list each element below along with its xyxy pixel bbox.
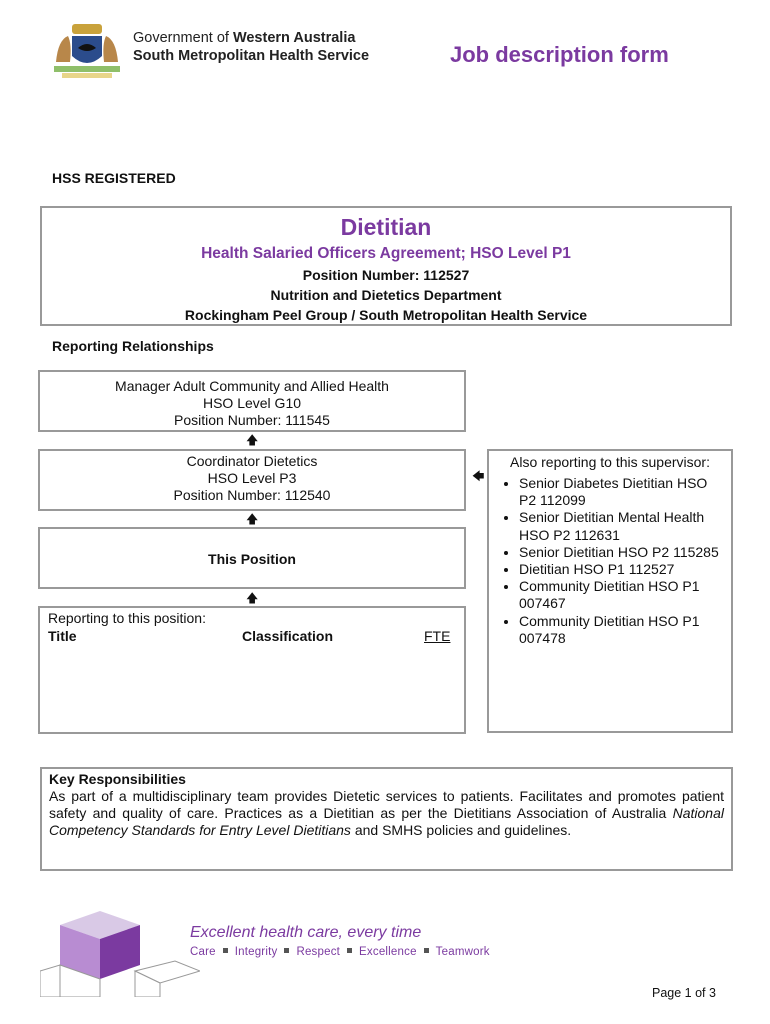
arrow-up-icon: 🡅 [246, 591, 259, 605]
group: Rockingham Peel Group / South Metropolitan Health Service [184, 307, 588, 323]
list-item: • Senior Dietitian HSO P2 115285 [519, 544, 721, 561]
value-item: Teamwork [435, 946, 490, 958]
list-item: • Senior Dietitian Mental Health HSO P2 112631 [519, 509, 721, 543]
value-item: Integrity [234, 946, 278, 958]
value-item: Respect [296, 946, 341, 958]
manager-title: Manager Adult Community and Allied Health [115, 378, 389, 394]
reporting-table-header [48, 628, 456, 644]
value-item: Excellence [359, 946, 417, 958]
values-list [190, 946, 490, 958]
government-name: Government of Western Australia [133, 30, 356, 46]
arrow-up-icon: 🡅 [246, 512, 259, 526]
col-fte: FTE [424, 628, 451, 644]
also-reporting-box [487, 449, 733, 733]
also-reporting-heading: Also reporting to this supervisor: [510, 454, 710, 470]
reporting-to-box [38, 606, 466, 734]
list-item: • Dietitian HSO P1 112527 [519, 561, 721, 578]
coordinator-position-number: Position Number: 112540 [173, 487, 331, 503]
reporting-heading: Reporting Relationships [52, 338, 214, 354]
key-responsibilities-box [40, 767, 733, 871]
this-position-label: This Position [208, 551, 296, 567]
col-classification: Classification [242, 628, 334, 644]
arrow-left-icon: 🡄 [472, 469, 485, 483]
manager-position-number: Position Number: 111545 [174, 412, 330, 428]
key-responsibilities-text: As part of a multidisciplinary team provides Dietetic services to patients. Facilitates and promotes patient safety and quality of care. Practices as a Dietitian as per the Dietitians Association of Australia National Competency Standards for Entry Level Dietitians and SMHS policies and guidelines. [49, 788, 724, 838]
position-number: Position Number: 112527 [302, 267, 470, 283]
this-position-box [38, 527, 466, 589]
position-title-box [40, 206, 732, 326]
manager-level: HSO Level G10 [202, 395, 302, 411]
also-reporting-list [499, 475, 721, 647]
coordinator-level: HSO Level P3 [207, 470, 297, 486]
position-title: Dietitian [340, 214, 432, 240]
department: Nutrition and Dietetics Department [270, 287, 502, 303]
form-title: Job description form [450, 42, 669, 67]
list-item: • Senior Diabetes Dietitian HSO P2 112099 [519, 475, 721, 509]
wa-crest-logo [48, 22, 126, 80]
key-responsibilities-heading: Key Responsibilities [49, 771, 186, 787]
service-name: South Metropolitan Health Service [133, 48, 370, 64]
coordinator-title: Coordinator Dietetics [186, 453, 318, 469]
list-item: • Community Dietitian HSO P1 007467 [519, 578, 721, 612]
cubes-logo [40, 905, 200, 997]
tagline: Excellent health care, every time [190, 924, 422, 941]
value-item: Care [190, 946, 216, 958]
agreement-level: Health Salaried Officers Agreement; HSO Level P1 [201, 245, 571, 262]
registration-status: HSS REGISTERED [52, 170, 176, 186]
arrow-up-icon: 🡅 [246, 433, 259, 447]
list-item: • Community Dietitian HSO P1 007478 [519, 613, 721, 647]
col-title: Title [48, 628, 77, 644]
manager-box [38, 370, 466, 432]
reporting-to-label: Reporting to this position: [48, 610, 206, 626]
page-number: Page 1 of 3 [652, 986, 716, 1000]
coordinator-box [38, 449, 466, 511]
